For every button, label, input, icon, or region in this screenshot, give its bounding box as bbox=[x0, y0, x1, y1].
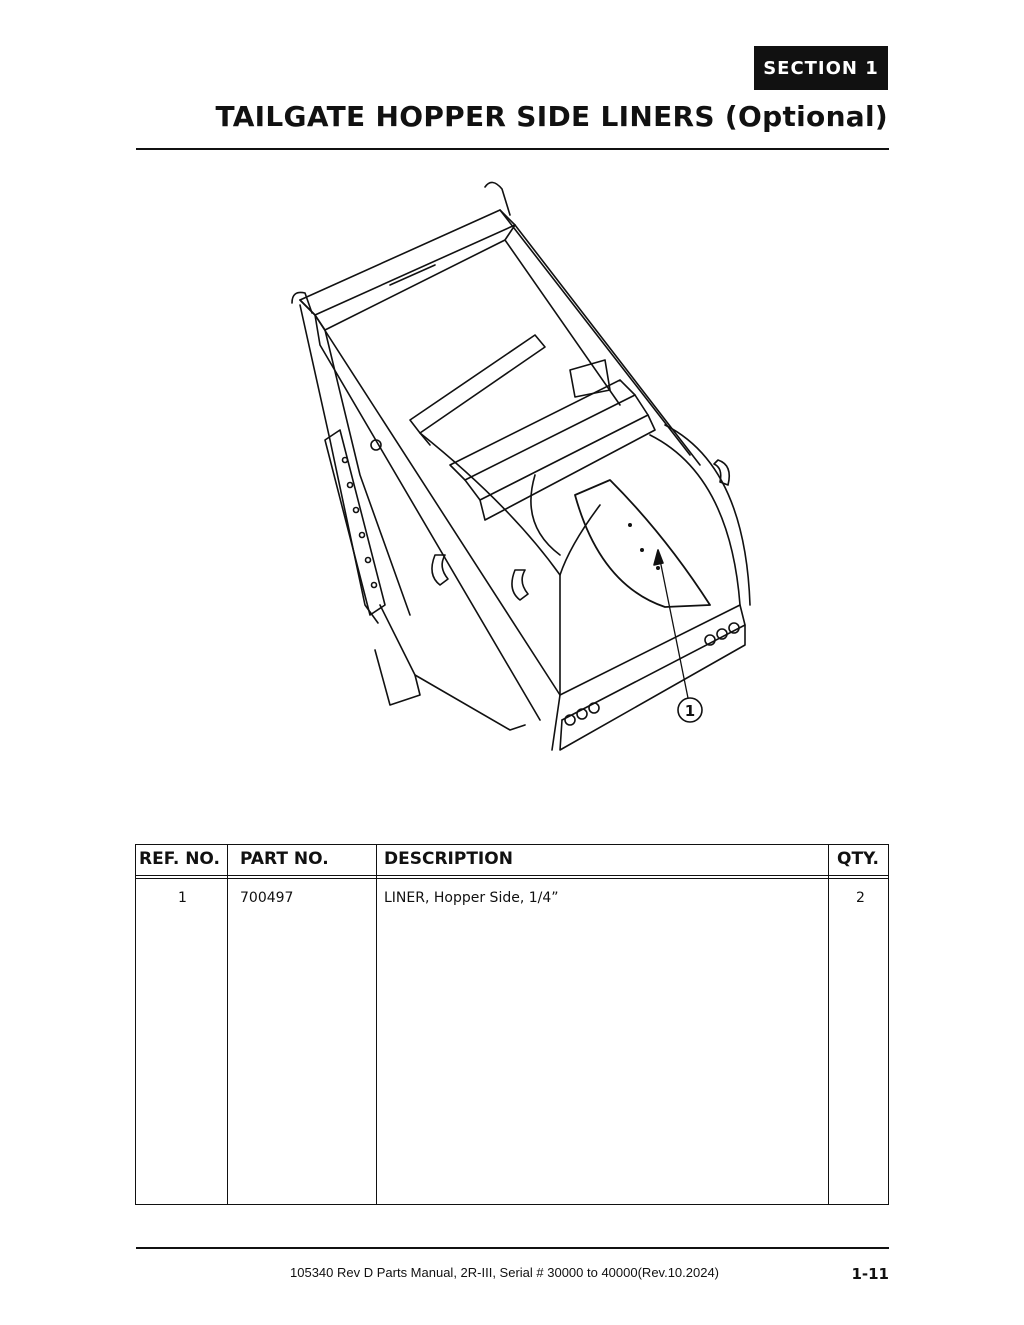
row-1-ref-no: 1 bbox=[178, 890, 187, 906]
title-divider bbox=[136, 148, 889, 150]
side-liner-shape bbox=[575, 480, 710, 607]
footer-divider bbox=[136, 1247, 889, 1249]
row-1-description: LINER, Hopper Side, 1/4” bbox=[384, 890, 559, 906]
footer-text: 105340 Rev D Parts Manual, 2R-III, Serial # 30000 to 40000(Rev.10.2024) bbox=[290, 1265, 720, 1280]
column-divider bbox=[227, 845, 228, 1204]
parts-table bbox=[135, 844, 889, 1205]
column-divider bbox=[828, 845, 829, 1204]
page-title: TAILGATE HOPPER SIDE LINERS (Optional) bbox=[215, 100, 888, 133]
section-badge: SECTION 1 bbox=[754, 46, 888, 90]
row-1-qty: 2 bbox=[856, 890, 865, 906]
page-number: 1-11 bbox=[851, 1265, 889, 1283]
header-qty: QTY. bbox=[837, 849, 880, 869]
callout-1: 1 bbox=[684, 702, 696, 720]
column-divider bbox=[376, 845, 377, 1204]
hopper-line-drawing bbox=[270, 175, 770, 775]
header-description: DESCRIPTION bbox=[384, 849, 513, 869]
table-header-double-rule bbox=[136, 878, 888, 879]
row-1-part-no: 700497 bbox=[240, 890, 294, 906]
header-ref-no: REF. NO. bbox=[139, 849, 220, 869]
header-part-no: PART NO. bbox=[240, 849, 329, 869]
